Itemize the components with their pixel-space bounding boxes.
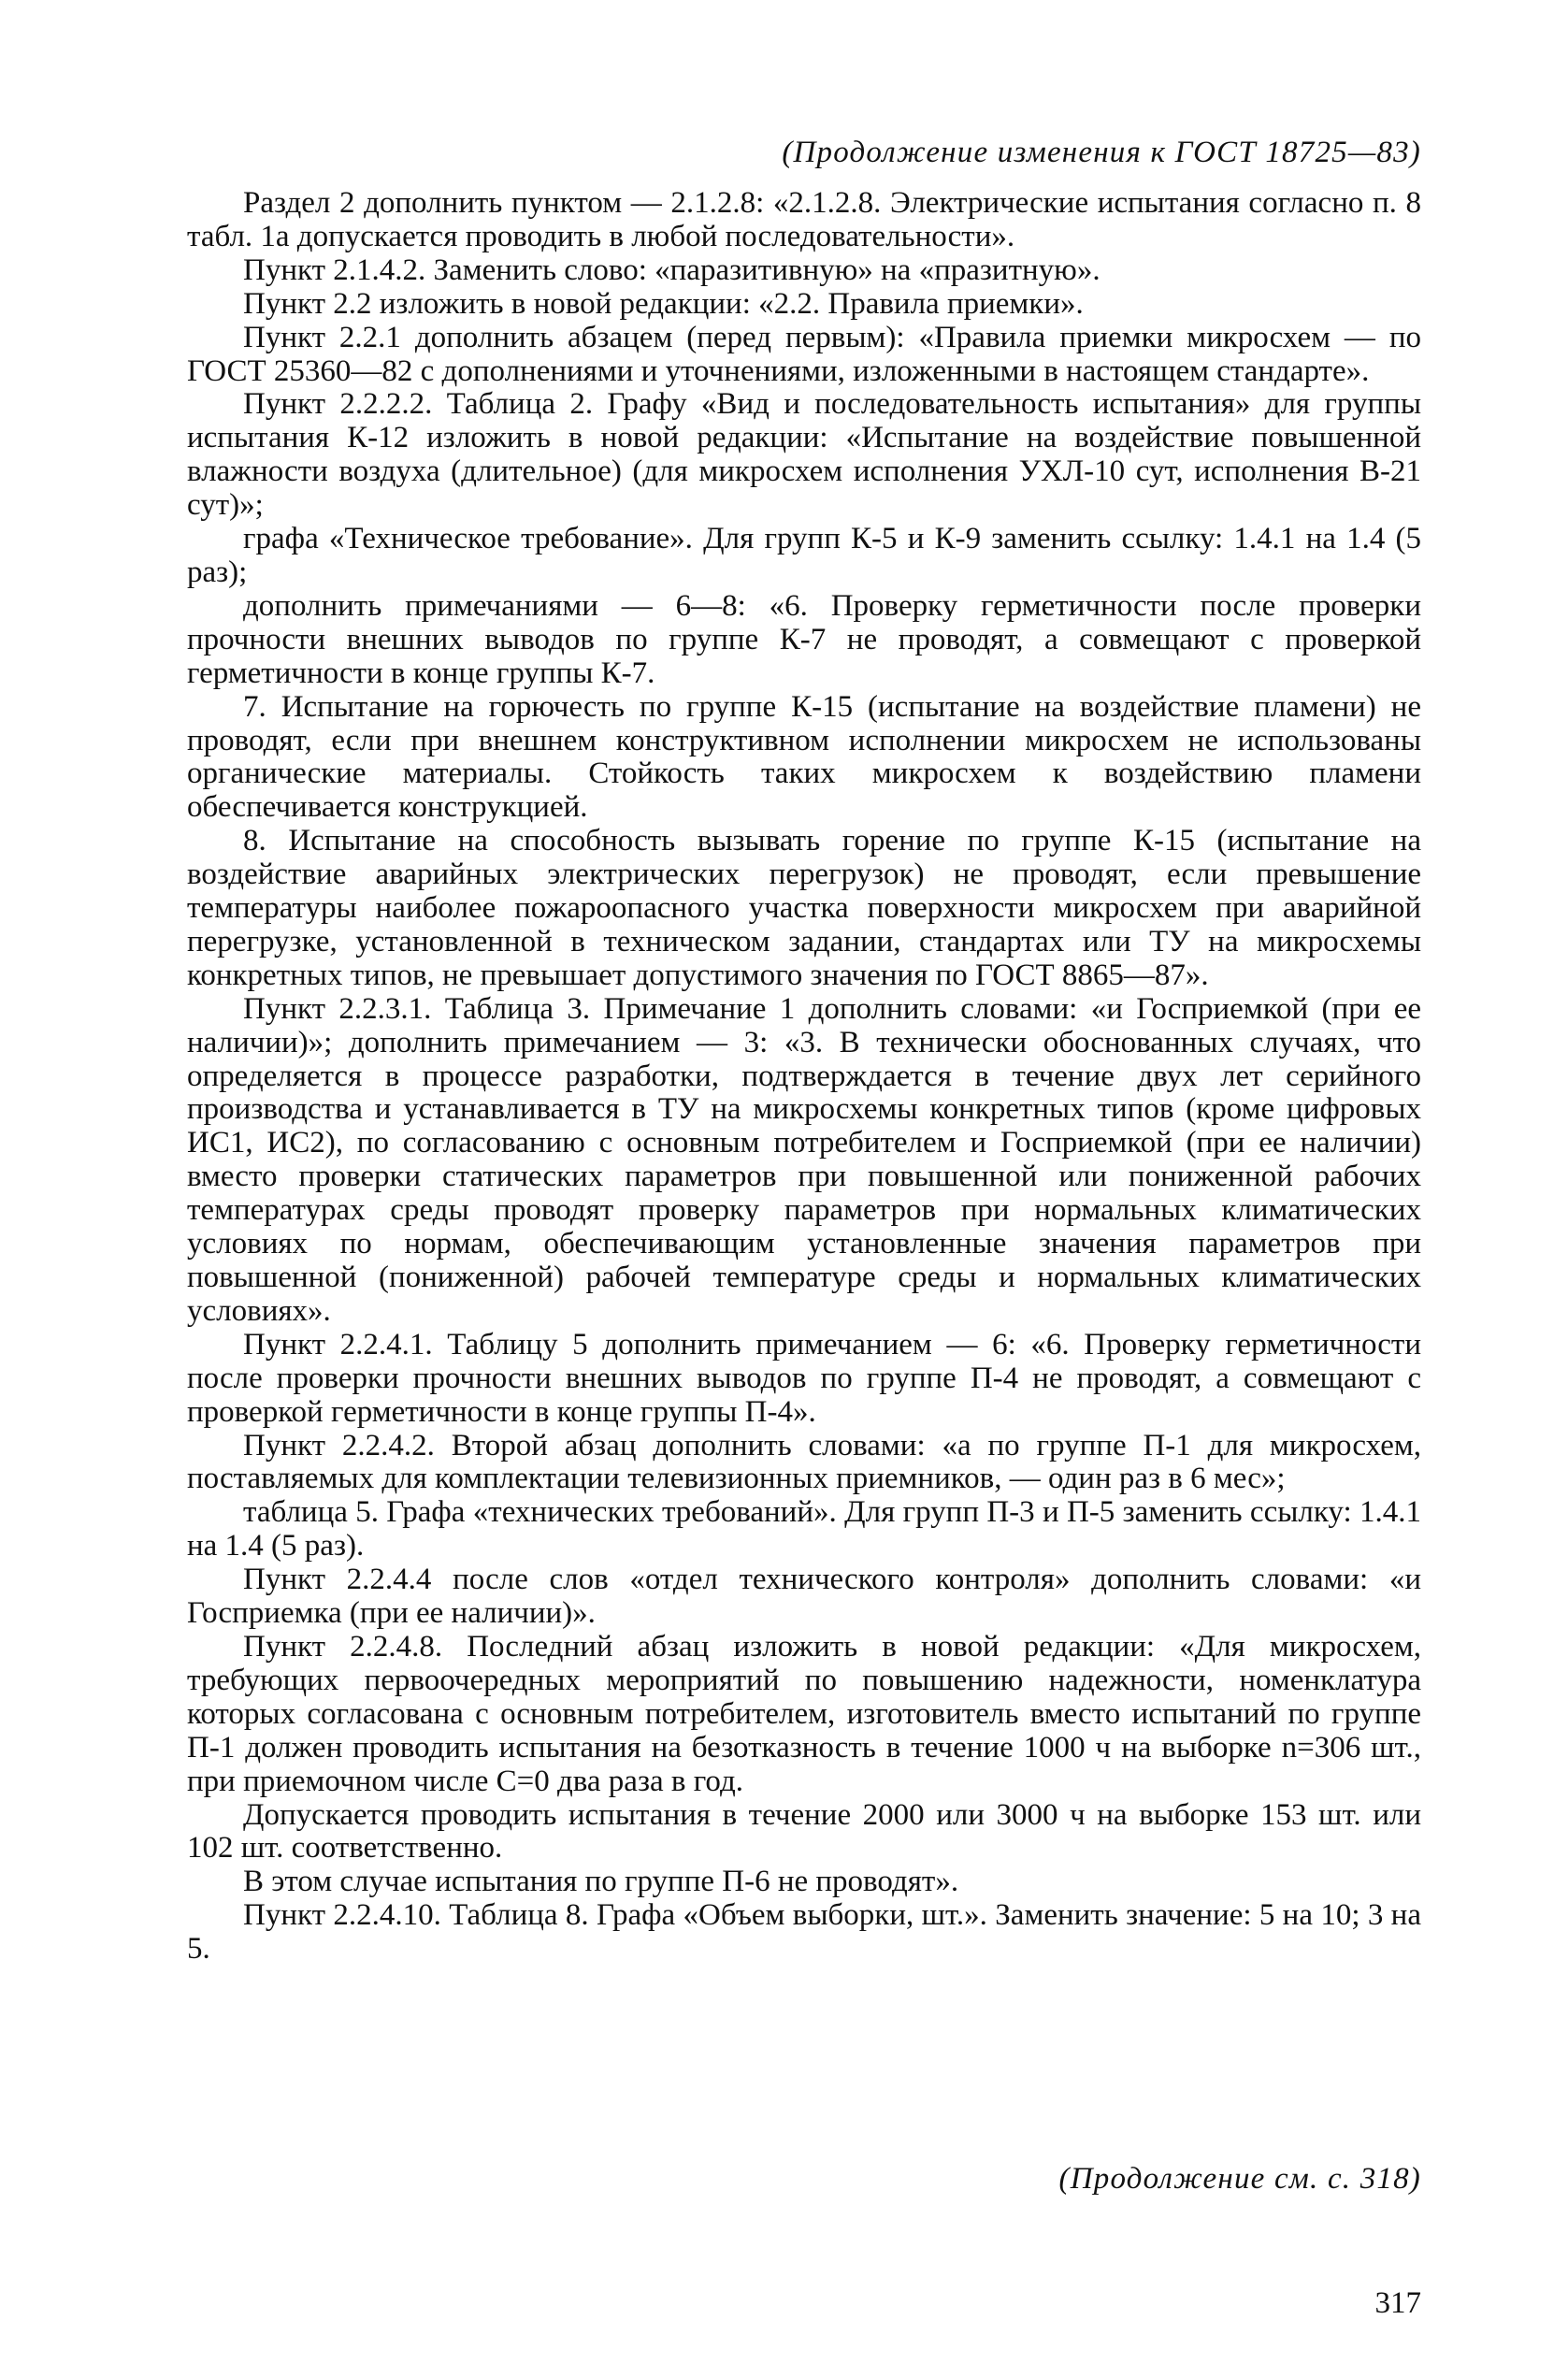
paragraph: Пункт 2.2.1 дополнить абзацем (перед первым): «Правила приемки микросхем — по ГОСТ 25360—82 с дополнениями и уточнениями, изложенными в настоящем стандарте». [187,320,1421,388]
page-number: 317 [1374,2286,1421,2320]
document-body [187,187,1421,1967]
paragraph: Пункт 2.2 изложить в новой редакции: «2.2. Правила приемки». [243,286,1084,321]
paragraph: 8. Испытание на способность вызывать горение по группе К-15 (испытание на воздействие аварийных электрических перегрузок) не проводят, если превышение температуры наиболее пожароопасного участка поверхности микросхем при аварийной перегрузке, установленной в техническом задании, стандартах или ТУ на микросхемы конкретных типов, не превышает допустимого значения по ГОСТ 8865—87». [187,824,1421,992]
paragraph: В этом случае испытания по группе П-6 не проводят». [243,1865,959,1899]
paragraph: Пункт 2.1.4.2. Заменить слово: «паразитивную» на «празитную». [243,252,1100,287]
paragraph: Пункт 2.2.3.1. Таблица 3. Примечание 1 дополнить словами: «и Госприемкой (при ее наличии)»; дополнить примечанием — 3: «3. В технически обоснованных случаях, что определяется в процессе разработки, подтверждается в течение двух лет серийного производства и устанавливается в ТУ на микросхемы конкретных типов (кроме цифровых ИС1, ИС2), по согласованию с основным потребителем и Госприемкой (при ее наличии) вместо проверки статических параметров при повышенной или пониженной рабочих температурах среды проводят проверку параметров при нормальных климатических условиях по нормам, обеспечивающим установленные значения параметров при повышенной (пониженной) рабочей температуре среды и нормальных климатических условиях». [187,991,1421,1328]
continuation-header: (Продолжение изменения к ГОСТ 18725—83) [782,136,1421,169]
paragraph: Раздел 2 дополнить пунктом — 2.1.2.8: «2.1.2.8. Электрические испытания согласно п. 8 табл. 1а допускается проводить в любой последовательности». [187,186,1421,253]
paragraph: Допускается проводить испытания в течение 2000 или 3000 ч на выборке 153 шт. или 102 шт. соответственно. [187,1797,1421,1866]
paragraph: таблица 5. Графа «технических требований». Для групп П-3 и П-5 заменить ссылку: 1.4.1 на 1.4 (5 раз). [187,1495,1421,1563]
paragraph: дополнить примечаниями — 6—8: «6. Проверку герметичности после проверки прочности внешних выводов по группе К-7 не проводят, а совмещают с проверкой герметичности в конце группы К-7. [187,588,1421,690]
paragraph: Пункт 2.2.4.8. Последний абзац изложить в новой редакции: «Для микросхем, требующих первоочередных мероприятий по повышению надежности, номенклатура которых согласована с основным потребителем, изготовитель вместо испытаний по группе П-1 должен проводить испытания на безотказность в течение 1000 ч на выборке n=306 шт., при приемочном числе C=0 два раза в год. [187,1629,1421,1798]
paragraph: Пункт 2.2.4.2. Второй абзац дополнить словами: «а по группе П-1 для микросхем, поставляемых для комплектации телевизионных приемников, — один раз в 6 мес»; [187,1428,1421,1496]
paragraph: графа «Техническое требование». Для групп К-5 и К-9 заменить ссылку: 1.4.1 на 1.4 (5 раз); [187,522,1421,589]
paragraph: Пункт 2.2.2.2. Таблица 2. Графу «Вид и последовательность испытания» для группы испытания К-12 изложить в новой редакции: «Испытание на воздействие повышенной влажности воздуха (длительное) (для микросхем исполнения УХЛ-10 сут, исполнения В-21 сут)»; [187,387,1421,523]
paragraph: Пункт 2.2.4.4 после слов «отдел технического контроля» дополнить словами: «и Госприемка (при ее наличии)». [187,1563,1421,1631]
paragraph: Пункт 2.2.4.1. Таблицу 5 дополнить примечанием — 6: «6. Проверку герметичности после проверки прочности внешних выводов по группе П-4 не проводят, а совмещают с проверкой герметичности в конце группы П-4». [187,1327,1421,1429]
paragraph: Пункт 2.2.4.10. Таблица 8. Графа «Объем выборки, шт.». Заменить значение: 5 на 10; 3 на 5. [187,1898,1421,1967]
continuation-footer: (Продолжение см. с. 318) [1058,2162,1421,2196]
paragraph: 7. Испытание на горючесть по группе К-15 (испытание на воздействие пламени) не проводят, если при внешнем конструктивном исполнении микросхем не использованы органические материалы. Стойкость таких микросхем к воздействию пламени обеспечивается конструкцией. [187,689,1421,825]
